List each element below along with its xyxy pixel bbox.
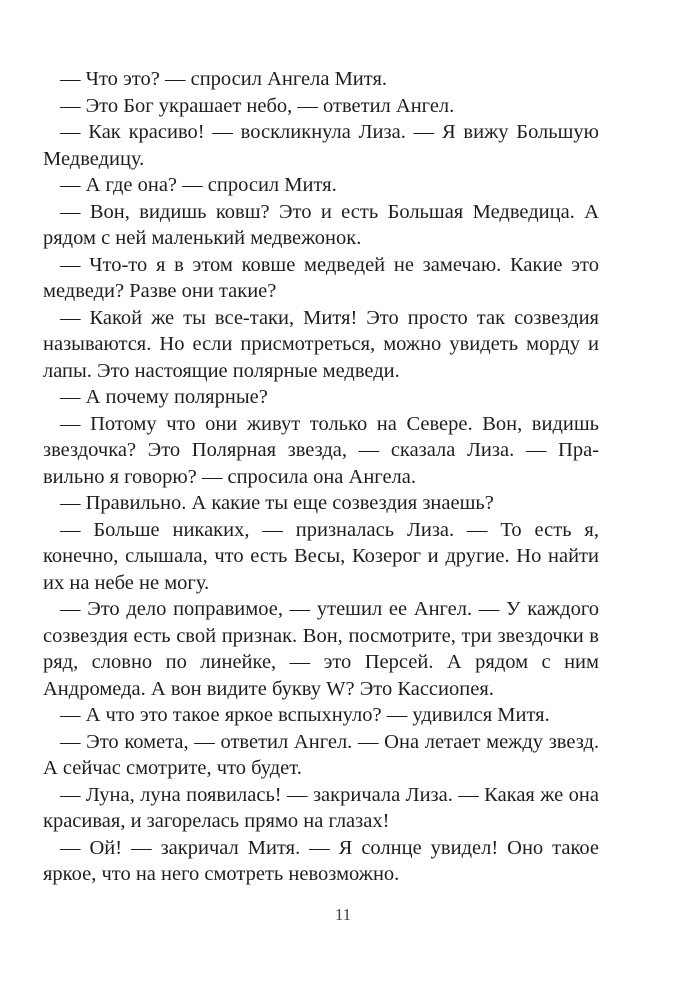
page-body (43, 66, 599, 888)
paragraph: — Это комета, — ответил Ангел. — Она летает между звезд. А сейчас смотрите, что будет. (43, 730, 599, 779)
paragraph: — Потому что они живут только на Севере. Вон, видишь звездочка? Это Полярная звезда, — сказала Лиза. — Правильно я говорю? — спросила она Ангела. (43, 412, 599, 488)
paragraph: — А почему полярные? (60, 386, 268, 408)
paragraph: — Ой! — закричал Митя. — Я солнце увидел! Оно такое яркое, что на него смотреть невозможно. (43, 836, 599, 885)
paragraph: — Какой же ты все-таки, Митя! Это просто так созвездия называются. Но если присмотреться, можно увидеть морду и лапы. Это настоящие полярные медведи. (43, 306, 599, 382)
paragraph: — Вон, видишь ковш? Это и есть Большая Медведица. А рядом с ней маленький медвежонок. (43, 200, 599, 249)
paragraph: — Это Бог украшает небо, — ответил Ангел. (60, 94, 455, 117)
paragraph: — А где она? — спросил Митя. (60, 174, 337, 196)
paragraph: — Больше никаких, — призналась Лиза. — То есть я, конечно, слышала, что есть Весы, Козерог и другие. Но найти их на небе не могу. (43, 518, 599, 594)
paragraph: — Правильно. А какие ты еще созвездия знаешь? (60, 492, 494, 514)
page-number: 11 (334, 905, 352, 924)
paragraph: — Что это? — спросил Ангела Митя. (60, 68, 388, 90)
paragraph: — А что это такое яркое вспыхнуло? — удивился Митя. (60, 704, 550, 726)
paragraph: — Это дело поправимое, — утешил ее Ангел. — У каждого созвездия есть свой признак. Вон, посмотрите, три звездочки в ряд, словно по линейке, — это Персей. А рядом с ним Андромеда. А вон видите букву W? Это Кассиопея. (43, 598, 599, 700)
paragraph: — Что-то я в этом ковше медведей не замечаю. Какие это медведи? Разве они такие? (43, 253, 599, 302)
paragraph: — Луна, луна появилась! — закричала Лиза. — Какая же она красивая, и загорелась прямо на глазах! (43, 783, 599, 832)
paragraph: — Как красиво! — воскликнула Лиза. — Я вижу Большую Медведицу. (43, 121, 599, 170)
